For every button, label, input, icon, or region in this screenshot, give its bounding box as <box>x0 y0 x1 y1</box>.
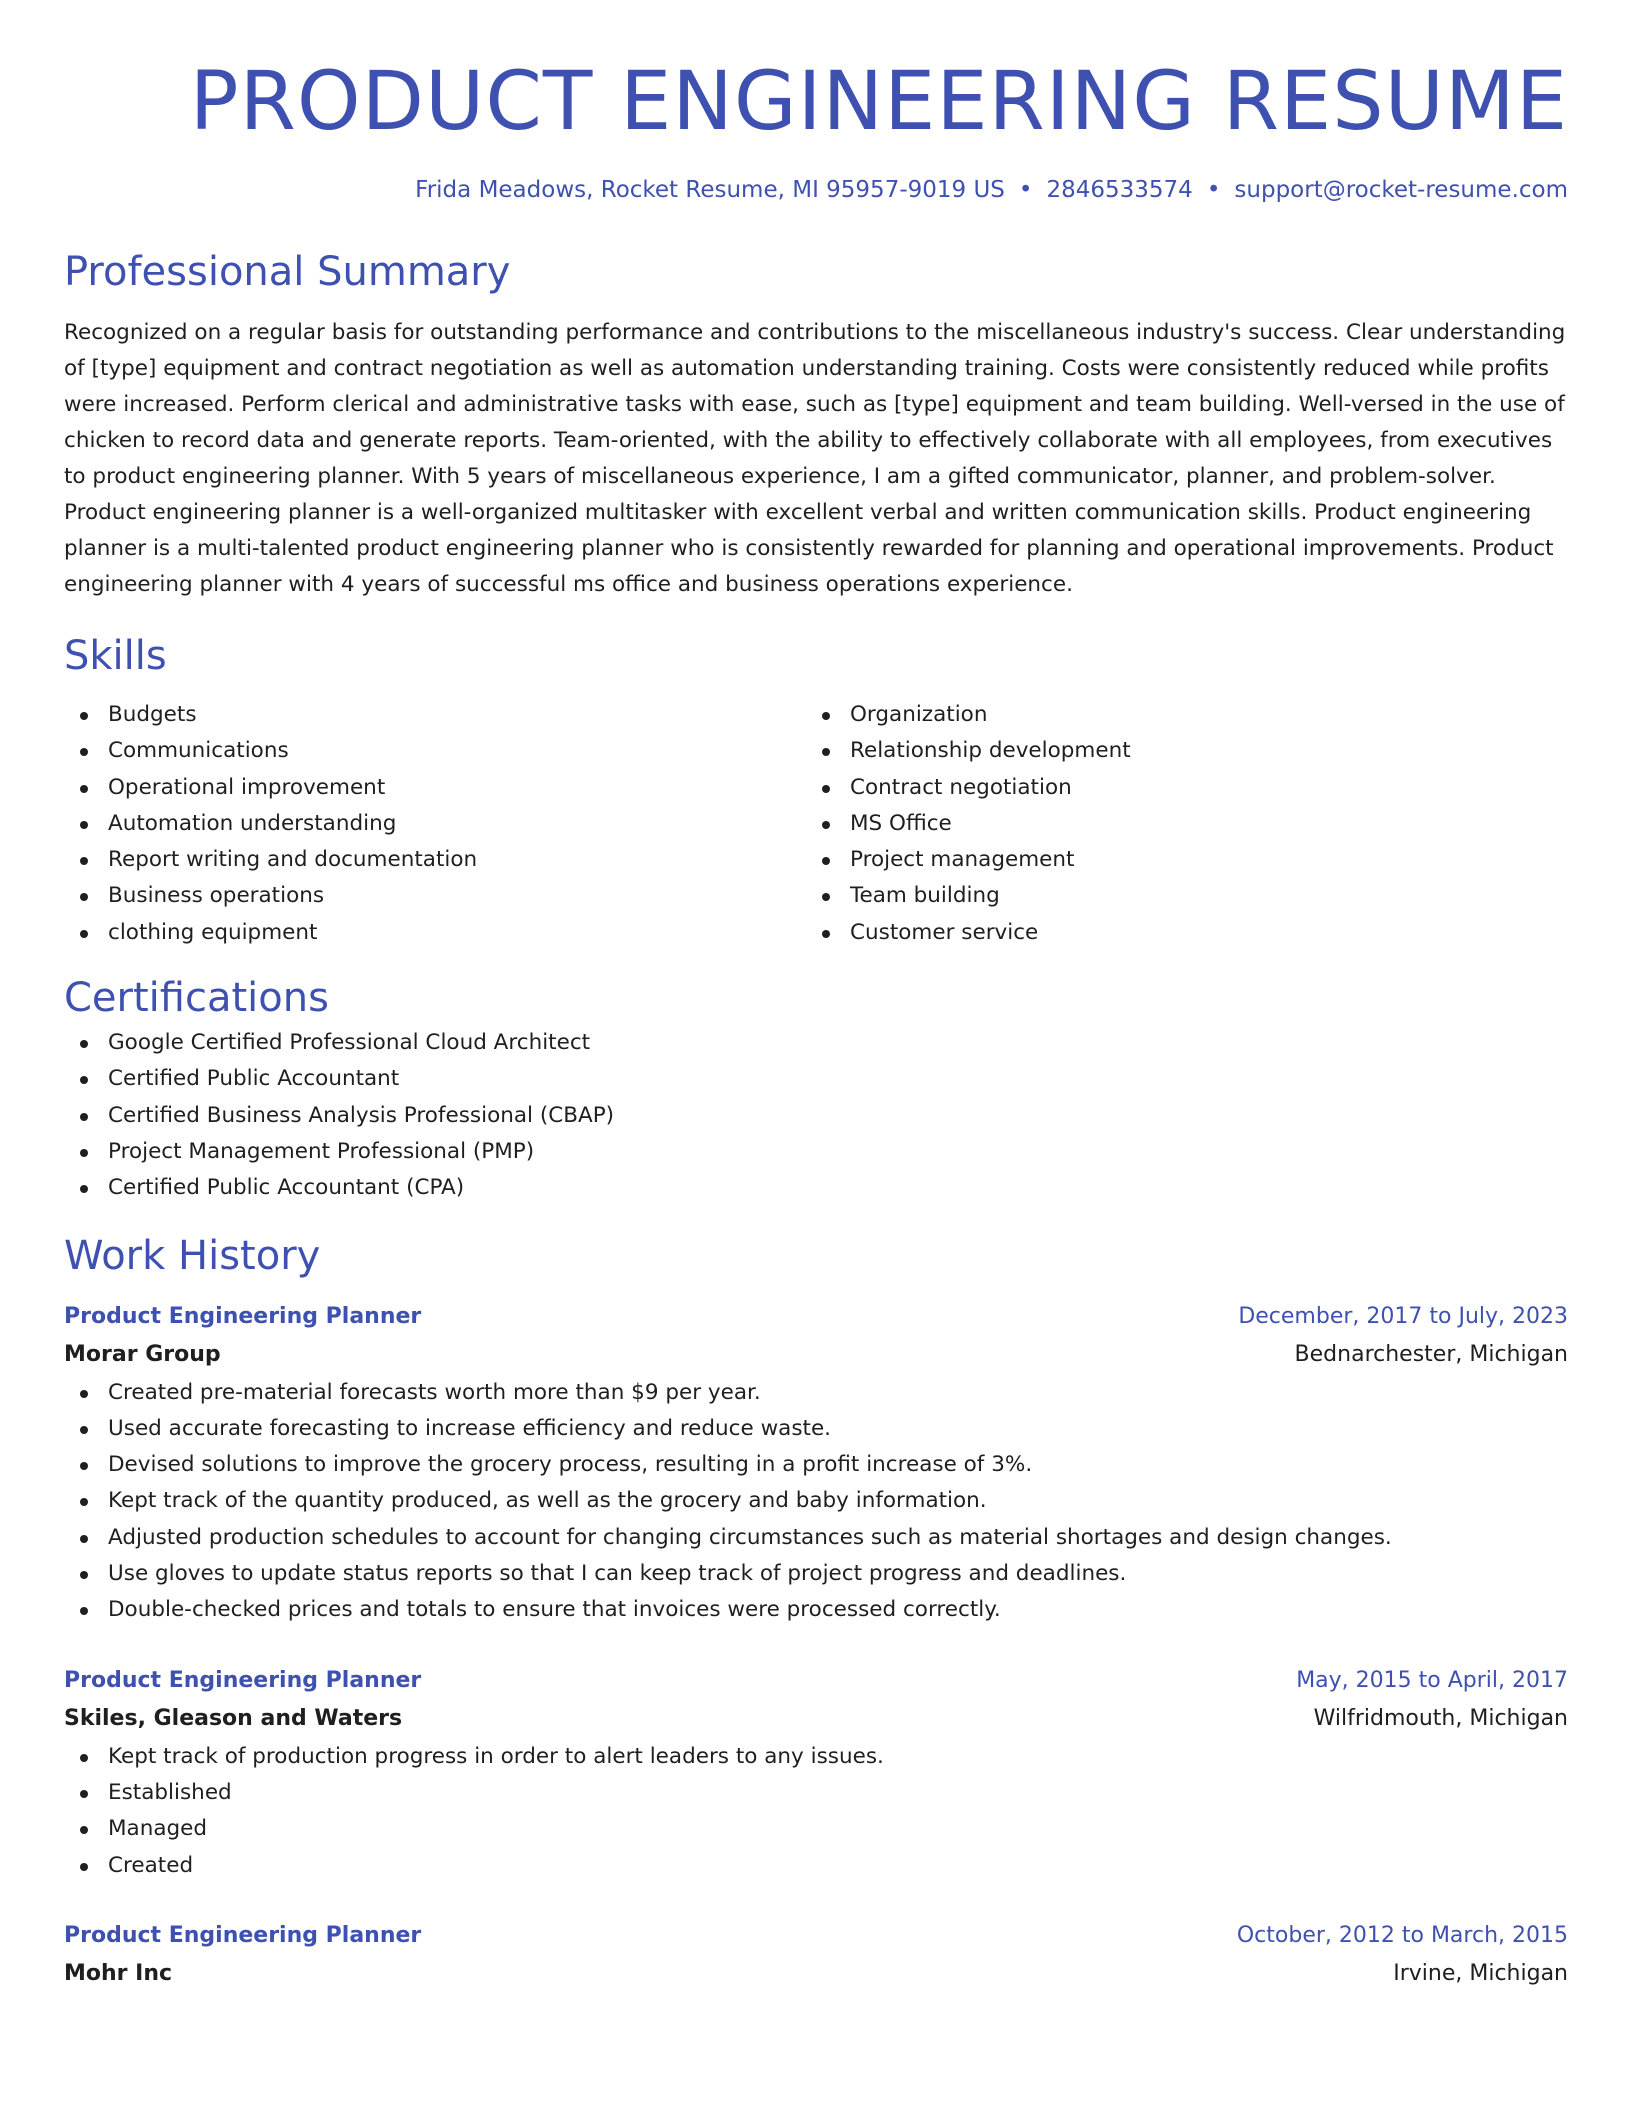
job-bullet-text: Kept track of the quantity produced, as well as the grocery and baby information. <box>108 1488 987 1514</box>
job-company: Morar Group <box>64 1341 221 1367</box>
bullet-icon <box>80 1390 88 1398</box>
skill-label: Team building <box>850 883 1000 909</box>
job-bullet <box>64 1520 1568 1556</box>
skill-item <box>806 697 1548 733</box>
job-bullet <box>64 1447 1568 1483</box>
skill-label: Organization <box>850 702 988 727</box>
bullet-icon <box>822 821 830 829</box>
job-bullet-text: Use gloves to update status reports so that I can keep track of project progress and deadlines. <box>108 1561 1127 1587</box>
job-header <box>64 1918 1568 1954</box>
skills-heading: Skills <box>64 633 167 679</box>
job-entry <box>64 1918 1568 1994</box>
skills-columns <box>64 697 1568 951</box>
contact-line <box>64 175 1568 205</box>
bullet-icon <box>822 785 830 793</box>
job-title: Product Engineering Planner <box>64 1303 422 1329</box>
job-header <box>64 1663 1568 1699</box>
skill-label: Project management <box>850 847 1075 873</box>
bullet-icon <box>822 857 830 865</box>
job-dates: December, 2017 to July, 2023 <box>1238 1303 1568 1329</box>
skill-label: MS Office <box>850 810 952 836</box>
job-bullet-text: Devised solutions to improve the grocery process, resulting in a profit increase of 3%. <box>108 1452 1033 1478</box>
bullet-icon <box>80 893 88 901</box>
certification-item <box>64 1025 1568 1061</box>
bullet-icon <box>80 1535 88 1543</box>
bullet-icon <box>80 1040 88 1048</box>
job-subheader <box>64 1699 1568 1739</box>
bullet-icon <box>80 1076 88 1084</box>
job-bullet-text: Kept track of production progress in order to alert leaders to any issues. <box>108 1743 884 1769</box>
certifications-heading: Certifications <box>64 975 329 1022</box>
job-bullet-text: Managed <box>108 1816 208 1842</box>
skill-item <box>64 697 806 733</box>
skill-label: Communications <box>108 738 289 764</box>
skills-list-left <box>64 697 806 951</box>
job-bullet <box>64 1848 1568 1884</box>
job-company: Mohr Inc <box>64 1960 173 1986</box>
skills-list-right <box>806 697 1548 951</box>
bullet-icon <box>80 821 88 829</box>
skill-item <box>64 842 806 878</box>
resume-page <box>64 0 1568 1994</box>
job-entry <box>64 1299 1568 1629</box>
bullet-icon <box>80 1185 88 1193</box>
bullet-icon <box>822 930 830 938</box>
job-bullet <box>64 1592 1568 1628</box>
bullet-icon <box>80 857 88 865</box>
certification-item <box>64 1170 1568 1206</box>
job-bullets <box>64 1375 1568 1629</box>
bullet-icon <box>80 1863 88 1871</box>
skill-item <box>64 770 806 806</box>
contact-separator: • <box>1206 177 1221 203</box>
skill-item <box>806 806 1548 842</box>
certification-label: Project Management Professional (PMP) <box>108 1138 535 1164</box>
skill-label: Budgets <box>108 702 197 727</box>
job-bullet <box>64 1775 1568 1811</box>
bullet-icon <box>80 1607 88 1615</box>
bullet-icon <box>80 1754 88 1762</box>
job-location: Bednarchester, Michigan <box>1294 1341 1568 1367</box>
job-bullet-text: Adjusted production schedules to account for changing circumstances such as material shortages and design changes. <box>108 1524 1392 1550</box>
skill-item <box>64 915 806 951</box>
job-bullet <box>64 1483 1568 1519</box>
bullet-icon <box>80 930 88 938</box>
certification-label: Certified Business Analysis Professional (CBAP) <box>108 1102 615 1128</box>
job-location: Wilfridmouth, Michigan <box>1313 1705 1568 1731</box>
skill-label: Contract negotiation <box>850 774 1072 800</box>
job-bullet-text: Created pre-material forecasts worth more than $9 per year. <box>108 1379 761 1405</box>
summary-text: Recognized on a regular basis for outstanding performance and contributions to the miscellaneous industry's success. Clear understanding of [type] equipment and contract negotiation as well as automation understanding training. Costs were consistently reduced while profits were increased. Perform clerical and administrative tasks with ease, such as [type] equipment and team building. Well-versed in the use of chicken to record data and generate reports. Team-oriented, with the ability to effectively collaborate with all employees, from executives to product engineering planner. With 5 years of miscellaneous experience, I am a gifted communicator, planner, and problem-solver. Product engineering planner is a well-organized multitasker with excellent verbal and written communication skills. Product engineering planner is a multi-talented product engineering planner who is consistently rewarded for planning and operational improvements. Product engineering planner with 4 years of successful ms office and business operations experience. <box>64 320 1566 597</box>
job-bullet-text: Established <box>108 1779 232 1805</box>
job-title: Product Engineering Planner <box>64 1667 422 1693</box>
contact-phone: 2846533574 <box>1046 177 1193 203</box>
skill-label: Automation understanding <box>108 810 397 836</box>
skill-label: Customer service <box>850 919 1039 945</box>
bullet-icon <box>80 1426 88 1434</box>
bullet-icon <box>822 893 830 901</box>
job-bullet <box>64 1411 1568 1447</box>
job-subheader <box>64 1335 1568 1375</box>
job-bullet-text: Double-checked prices and totals to ensure that invoices were processed correctly. <box>108 1597 1001 1623</box>
job-bullet <box>64 1375 1568 1411</box>
skill-item <box>806 733 1548 769</box>
job-header <box>64 1299 1568 1335</box>
summary-heading: Professional Summary <box>64 249 511 295</box>
bullet-icon <box>822 748 830 756</box>
certification-item <box>64 1098 1568 1134</box>
skill-label: Operational improvement <box>108 774 386 800</box>
skills-column-right <box>806 697 1548 951</box>
skill-item <box>64 733 806 769</box>
skills-column-left <box>64 697 806 951</box>
skill-label: clothing equipment <box>108 919 318 945</box>
job-bullet <box>64 1811 1568 1847</box>
skill-item <box>64 806 806 842</box>
resume-title: PRODUCT ENGINEERING RESUME <box>189 55 1568 149</box>
bullet-icon <box>80 1498 88 1506</box>
bullet-icon <box>80 1571 88 1579</box>
bullet-icon <box>80 748 88 756</box>
job-bullet-text: Created <box>108 1852 194 1878</box>
skill-label: Relationship development <box>850 738 1131 764</box>
certifications-list <box>64 1025 1568 1206</box>
skill-item <box>64 878 806 914</box>
contact-separator: • <box>1018 177 1033 203</box>
work-history-heading: Work History <box>64 1232 321 1279</box>
certification-label: Certified Public Accountant <box>108 1066 400 1092</box>
job-title: Product Engineering Planner <box>64 1922 422 1948</box>
job-subheader <box>64 1954 1568 1994</box>
job-location: Irvine, Michigan <box>1393 1960 1568 1986</box>
bullet-icon <box>80 785 88 793</box>
bullet-icon <box>822 712 830 720</box>
certification-item <box>64 1061 1568 1097</box>
skill-item <box>806 770 1548 806</box>
skill-label: Business operations <box>108 883 325 909</box>
skill-item <box>806 878 1548 914</box>
contact-address: Frida Meadows, Rocket Resume, MI 95957-9019 US <box>415 177 1005 203</box>
job-bullet <box>64 1739 1568 1775</box>
certification-label: Certified Public Accountant (CPA) <box>108 1175 465 1201</box>
job-dates: October, 2012 to March, 2015 <box>1236 1922 1568 1948</box>
bullet-icon <box>80 712 88 720</box>
bullet-icon <box>80 1149 88 1157</box>
certification-item <box>64 1134 1568 1170</box>
skill-item <box>806 842 1548 878</box>
job-entry <box>64 1663 1568 1884</box>
certification-label: Google Certified Professional Cloud Architect <box>108 1030 591 1056</box>
contact-email: support@rocket-resume.com <box>1234 177 1568 203</box>
job-dates: May, 2015 to April, 2017 <box>1296 1667 1568 1693</box>
job-company: Skiles, Gleason and Waters <box>64 1705 403 1731</box>
bullet-icon <box>80 1462 88 1470</box>
job-bullets <box>64 1739 1568 1884</box>
job-bullet <box>64 1556 1568 1592</box>
job-bullet-text: Used accurate forecasting to increase efficiency and reduce waste. <box>108 1415 832 1441</box>
bullet-icon <box>80 1826 88 1834</box>
bullet-icon <box>80 1113 88 1121</box>
skill-label: Report writing and documentation <box>108 847 478 873</box>
skill-item <box>806 915 1548 951</box>
bullet-icon <box>80 1790 88 1798</box>
